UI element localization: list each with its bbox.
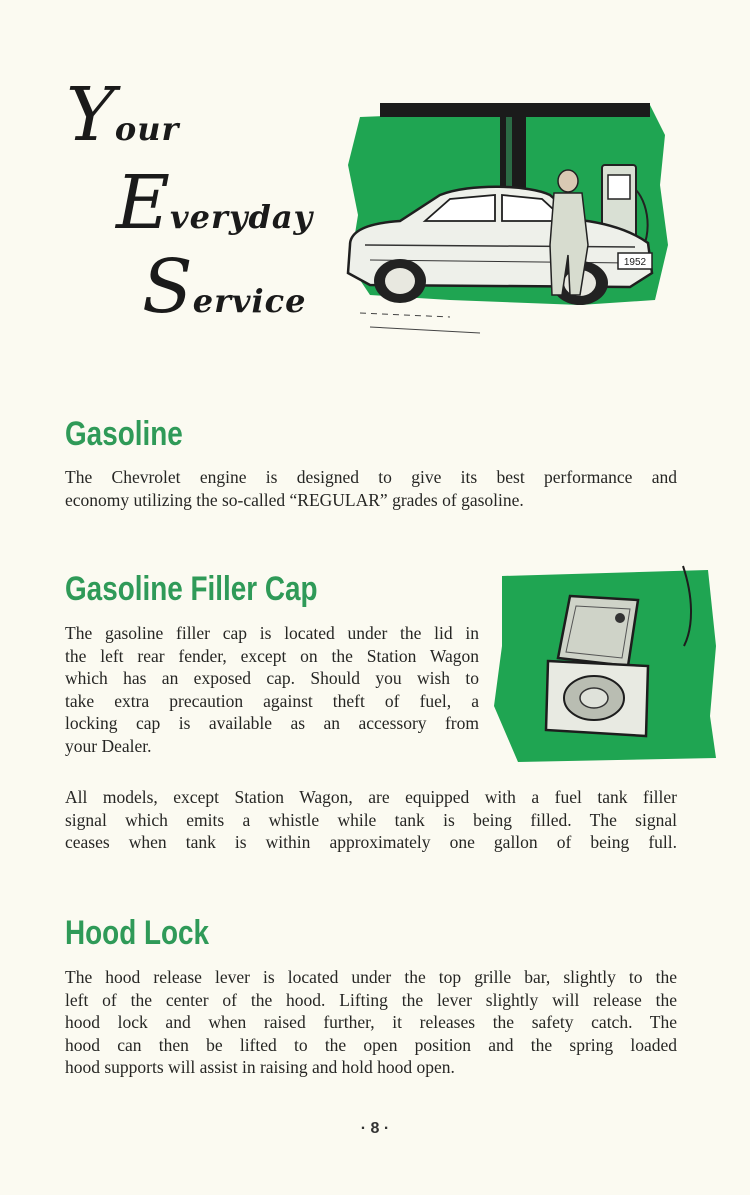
license-plate-text: 1952 bbox=[623, 257, 647, 268]
title-initial: E bbox=[116, 160, 171, 246]
paragraph-line: ceases when tank is within approximately one gallon of being full. bbox=[65, 832, 677, 852]
fuel-signal-paragraph bbox=[65, 786, 677, 854]
paragraph-line: your Dealer. bbox=[65, 735, 152, 756]
section-heading-hood-lock: Hood Lock bbox=[65, 914, 210, 952]
title-line-your bbox=[66, 72, 179, 158]
paragraph-line: The gasoline filler cap is located under the lid in bbox=[65, 623, 479, 643]
paragraph-line: hood can then be lifted to the open position and the spring loaded bbox=[65, 1034, 677, 1055]
page-number: · 8 · bbox=[360, 1120, 390, 1137]
title-rest: ervice bbox=[192, 282, 307, 320]
car-at-gas-pump-illustration bbox=[330, 95, 670, 345]
section-heading-filler-cap: Gasoline Filler Cap bbox=[65, 570, 318, 608]
paragraph-line: hood lock and when raised further, it releases the safety catch. The bbox=[65, 1012, 677, 1032]
paragraph-line: take extra precaution against theft of fuel, a bbox=[65, 690, 479, 711]
paragraph-line: locking cap is available as an accessory from bbox=[65, 713, 479, 733]
paragraph-line: the left rear fender, except on the Station Wagon bbox=[65, 645, 479, 666]
title-line-everyday bbox=[116, 160, 313, 246]
title-initial: Y bbox=[66, 72, 115, 158]
paragraph-line: The hood release lever is located under the top grille bar, slightly to the bbox=[65, 967, 677, 987]
paragraph-line: The Chevrolet engine is designed to give its best performance and bbox=[65, 467, 677, 487]
title-rest: veryday bbox=[170, 198, 314, 236]
section-heading-gasoline: Gasoline bbox=[65, 415, 183, 453]
paragraph-line: All models, except Station Wagon, are equipped with a fuel tank filler bbox=[65, 787, 677, 807]
filler-cap-paragraph bbox=[65, 622, 479, 757]
title-initial: S bbox=[142, 244, 193, 330]
paragraph-line: signal which emits a whistle while tank is being filled. The signal bbox=[65, 809, 677, 830]
hood-lock-paragraph bbox=[65, 966, 677, 1079]
fuel-filler-cap-illustration bbox=[488, 566, 718, 766]
paragraph-line: economy utilizing the so-called “REGULAR” grades of gasoline. bbox=[65, 489, 524, 510]
title-line-service bbox=[142, 244, 307, 330]
gasoline-paragraph bbox=[65, 466, 677, 511]
title-rest: our bbox=[114, 110, 180, 148]
paragraph-line: left of the center of the hood. Lifting the lever slightly will release the bbox=[65, 989, 677, 1010]
paragraph-line: which has an exposed cap. Should you wish to bbox=[65, 668, 479, 688]
paragraph-line: hood supports will assist in raising and hold hood open. bbox=[65, 1057, 455, 1077]
